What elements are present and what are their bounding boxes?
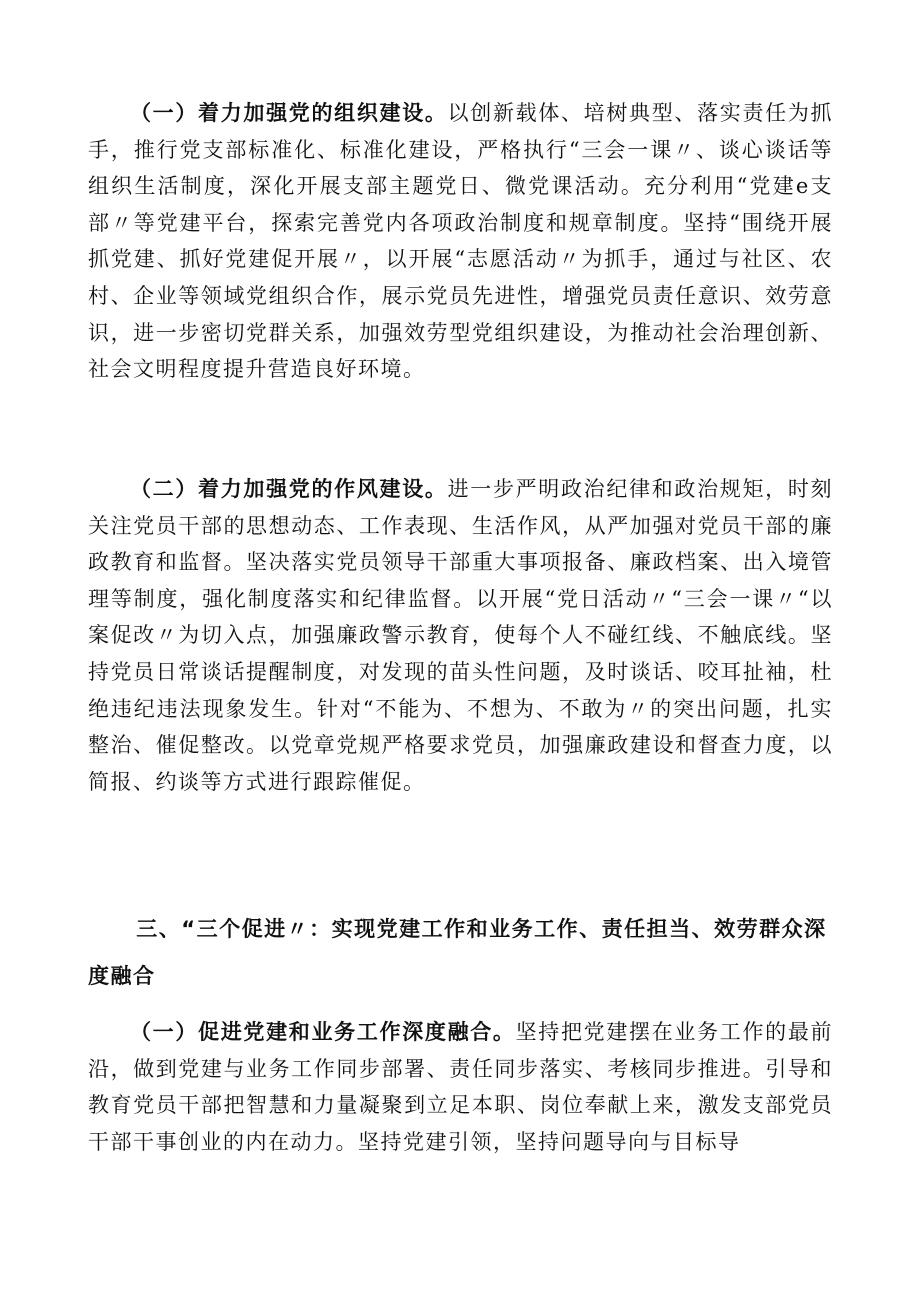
paragraph-lead: （一）促进党建和业务工作深度融合。 [130,1020,516,1044]
paragraph-business-integration [88,1014,833,1160]
paragraph-body: 以创新载体、培树典型、落实责任为抓手，推行党支部标准化、标准化建设，严格执行“三会一课〃、谈心谈话等组织生活制度，深化开展支部主题党日、微党课活动。充分利用“党建e支部〃等党建平台，探索完善党内各项政治制度和规章制度。坚持“围绕开展抓党建、抓好党建促开展〃，以开展“志愿活动〃为抓手，通过与社区、农村、企业等领域党组织合作，展示党员先进性，增强党员责任意识、效劳意识，进一步密切党群关系，加强效劳型党组织建设，为推动社会治理创新、社会文明程度提升营造良好环境。 [88,101,834,382]
paragraph-body: 进一步严明政治纪律和政治规矩，时刻关注党员干部的思想动态、工作表现、生活作风，从严加强对党员干部的廉政教育和监督。坚决落实党员领导干部重大事项报备、廉政档案、出入境管理等制度，强化制度落实和纪律监督。以开展“党日活动〃“三会一课〃“以案促改〃为切入点，加强廉政警示教育，使每个人不碰红线、不触底线。坚持党员日常谈话提醒制度，对发现的苗头性问题，及时谈话、咬耳扯袖，杜绝违纪违法现象发生。针对“不能为、不想为、不敢为〃的突出问题，扎实整治、催促整改。以党章党规严格要求党员，加强廉政建设和督查力度，以简报、约谈等方式进行跟踪催促。 [88,477,834,794]
paragraph-body: 坚持把党建摆在业务工作的最前沿，做到党建与业务工作同步部署、责任同步落实、考核同步推进。引导和教育党员干部把智慧和力量凝聚到立足本职、岗位奉献上来，激发支部党员干部干事创业的内在动力。坚持党建引领，坚持问题导向与目标导 [88,1020,834,1154]
paragraph-lead: （一）着力加强党的组织建设。 [130,101,448,125]
section-heading: 三、“三个促进〃：实现党建工作和业务工作、责任担当、效劳群众深度融合 [88,917,827,988]
paragraph-style-building [88,471,833,800]
paragraph-organization-building [88,95,833,388]
paragraph-lead: （二）着力加强党的作风建设。 [130,477,448,501]
